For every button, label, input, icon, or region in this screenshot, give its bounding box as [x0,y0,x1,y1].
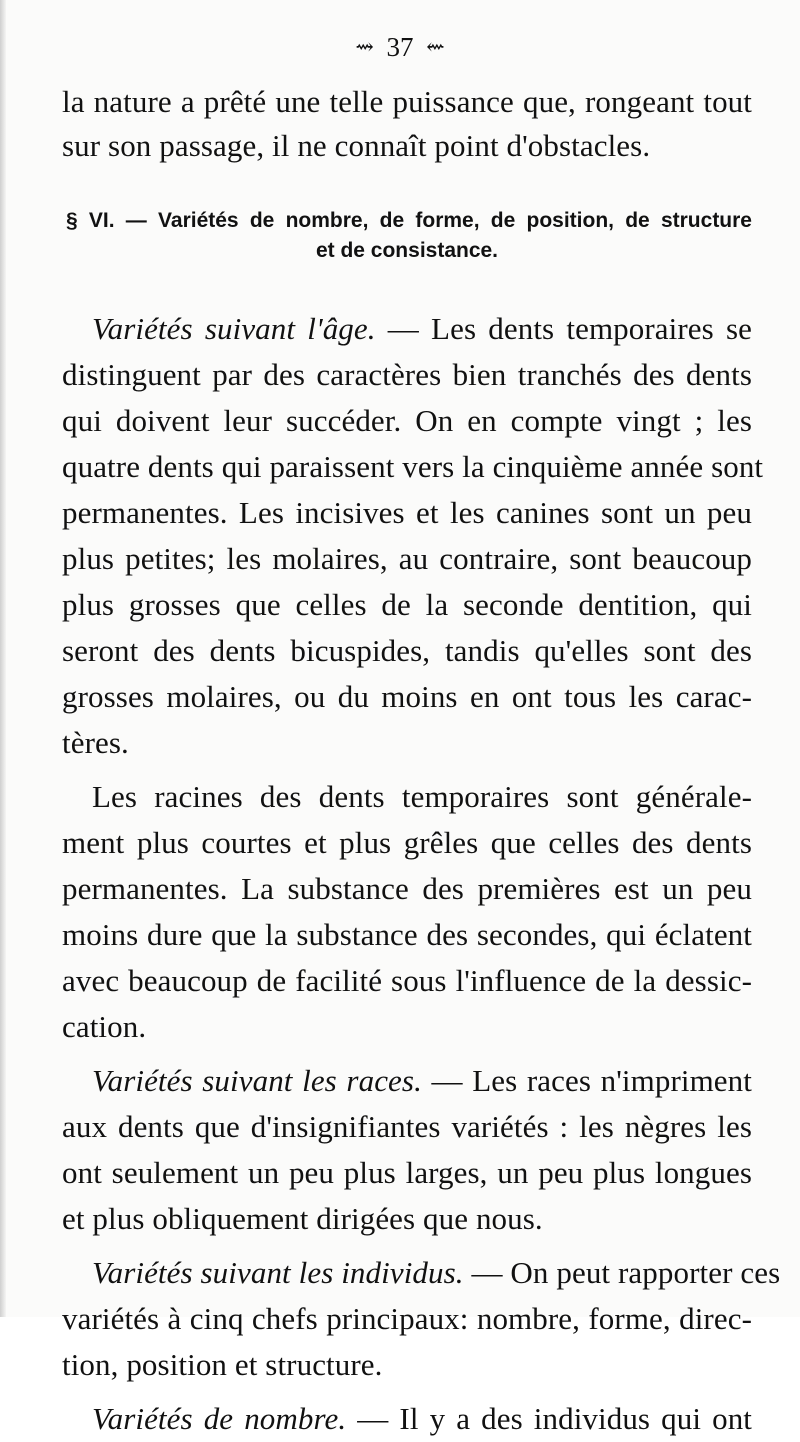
text-line: Les racines des dents temporaires sont générale- [92,779,752,814]
text-line: grosses molaires, ou du moins en ont tous les carac- [62,679,752,714]
text-line: tères. [62,725,129,760]
paragraph-first-line [62,1250,781,1296]
paragraph-gap [62,1388,752,1396]
paragraph-first-line [62,306,752,352]
paragraph-text: — On peut rapporter ces [471,1255,781,1290]
text-line: variétés à cinq chefs principaux: nombre, forme, direc- [62,1301,752,1336]
text-line: distinguent par des caractères bien tranchés des dents [62,357,752,392]
paragraph-gap [62,1050,752,1058]
paragraph-text: — Il y a des individus qui ont [357,1401,753,1436]
body-text [62,306,781,1442]
paragraph-individus [62,1250,781,1388]
text-line: plus grosses que celles de la seconde dentition, qui [62,587,752,622]
paragraph-roots [62,774,752,1050]
paragraph-heading: Variétés suivant les individus. [92,1255,464,1290]
paragraph-gap [62,1242,752,1250]
right-ornament-icon: ⇜ [426,34,445,59]
paragraph-nombre [62,1396,752,1442]
left-ornament-icon: ⇝ [355,34,374,59]
page-binding-edge [0,0,6,1317]
section-heading-line: et de consistance. [315,239,499,262]
paragraph-gap [62,766,752,774]
text-line: permanentes. Les incisives et les canines sont un peu [62,495,752,530]
paragraph-text: — Les dents temporaires se [387,311,752,346]
text-line: seront des dents bicuspides, tandis qu'elles sont des [62,633,752,668]
text-line: plus petites; les molaires, au contraire, sont beaucoup [62,541,752,576]
paragraph-age [62,306,764,766]
text-line: aux dents que d'insignifiantes variétés : les nègres les [62,1109,752,1144]
page-number: 37 [386,32,414,62]
section-heading [62,206,752,266]
section-heading-line: § VI. — Variétés de nombre, de forme, de position, de structure [66,209,752,232]
paragraph-races [62,1058,752,1242]
text-line: permanentes. La substance des premières est un peu [62,871,752,906]
paragraph-heading: Variétés suivant les races. [92,1063,422,1098]
paragraph-text: — Les races n'impriment [431,1063,752,1098]
text-line: moins dure que la substance des secondes, qui éclatent [62,917,752,952]
text-line: tion, position et structure. [62,1347,383,1382]
text-line: avec beaucoup de facilité sous l'influence de la dessic- [62,963,752,998]
paragraph-heading: Variétés suivant l'âge. [92,311,376,346]
paragraph-first-line [62,1396,752,1442]
text-line: qui doivent leur succéder. On en compte vingt ; les [62,403,752,438]
text-line: et plus obliquement dirigées que nous. [62,1201,543,1236]
text-line: ment plus courtes et plus grêles que celles des dents [62,825,752,860]
continuation-paragraph [62,80,752,168]
text-line: cation. [62,1009,147,1044]
paragraph-first-line [62,1058,752,1104]
text-line: quatre dents qui paraissent vers la cinquième année sont [62,449,764,484]
text-line: sur son passage, il ne connaît point d'obstacles. [62,128,651,163]
text-line: la nature a prêté une telle puissance que, rongeant tout [62,84,752,119]
page-header [0,30,800,64]
paragraph-heading: Variétés de nombre. [92,1401,347,1436]
text-line: ont seulement un peu plus larges, un peu plus longues [62,1155,752,1190]
